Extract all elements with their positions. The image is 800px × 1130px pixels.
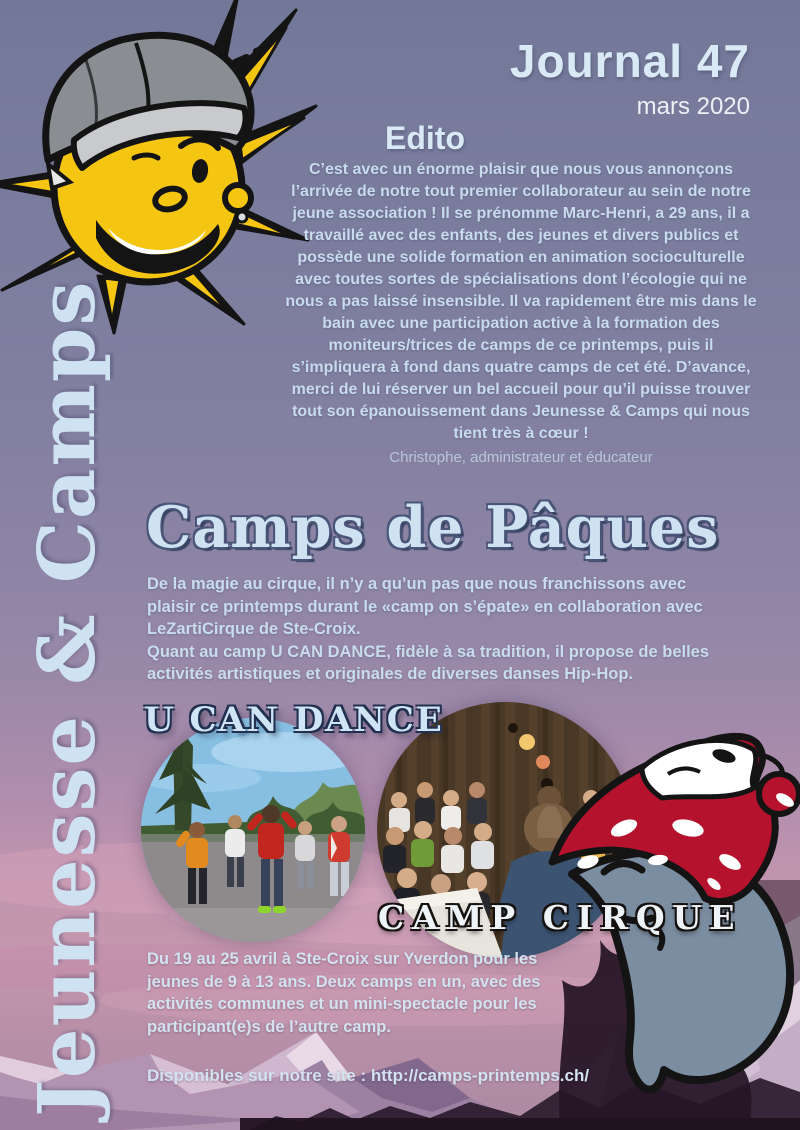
paques-body-line2: Quant au camp U CAN DANCE, fidèle à sa tradition, il propose de belles activités artistiques et originales de diverses danses Hip-Hop. <box>147 642 710 683</box>
cirque-photo-label: CAMP CIRQUE <box>378 898 743 937</box>
paques-body-line1: De la magie au cirque, il n’y a qu’un pas que nous franchissons avec plaisir ce printemps durant le «camp on s’épate» en collaboration avec LeZartiCirque de Ste-Croix. <box>147 575 703 638</box>
paques-heading: Camps de Pâques <box>146 494 720 561</box>
page-title: Journal 47 <box>509 35 750 87</box>
edito-body: C’est avec un énorme plaisir que nous vous annonçons l’arrivée de notre tout premier collaborateur au sein de notre jeune association ! Il se prénomme Marc-Henri, a 29 ans, il a travaillé avec des enfants, des jeunes et divers publics et possède une solide formation en animation socioculturelle avec toutes sortes de spécialisations dont l’écologie qui ne nous a pas laissé insensible. Il va rapidement être mis dans le bain avec une participation active à la formation des moniteurs/trices de camps de ce printemps, puis il s’impliquera à fond dans quatre camps de cet été. D’avance, merci de lui réserver un bel accueil pour qu’il puisse trouver tout son épanouissement dans Jeunesse & Camps qui nous tient très à cœur ! <box>285 161 757 442</box>
dance-photo-label: U CAN DANCE <box>144 700 444 740</box>
edito-signature: Christophe, administrateur et éducateur <box>389 449 653 466</box>
page-date: mars 2020 <box>636 93 750 120</box>
paques-body <box>147 573 729 686</box>
camp-details: Du 19 au 25 avril à Ste-Croix sur Yverdon pour les jeunes de 9 à 13 ans. Deux camps en un, avec des activités communes et un mini-spectacle pour les participant(e)s de l’autre camp. <box>147 950 541 1036</box>
photo-dance-circle <box>141 718 365 942</box>
edito-heading: Edito <box>385 120 465 156</box>
vertical-banner-jeunesse-et-camps: Jeunesse & Camps <box>22 279 113 1117</box>
website-link[interactable]: Disponibles sur notre site : http://camps-printemps.ch/ <box>147 1066 590 1085</box>
